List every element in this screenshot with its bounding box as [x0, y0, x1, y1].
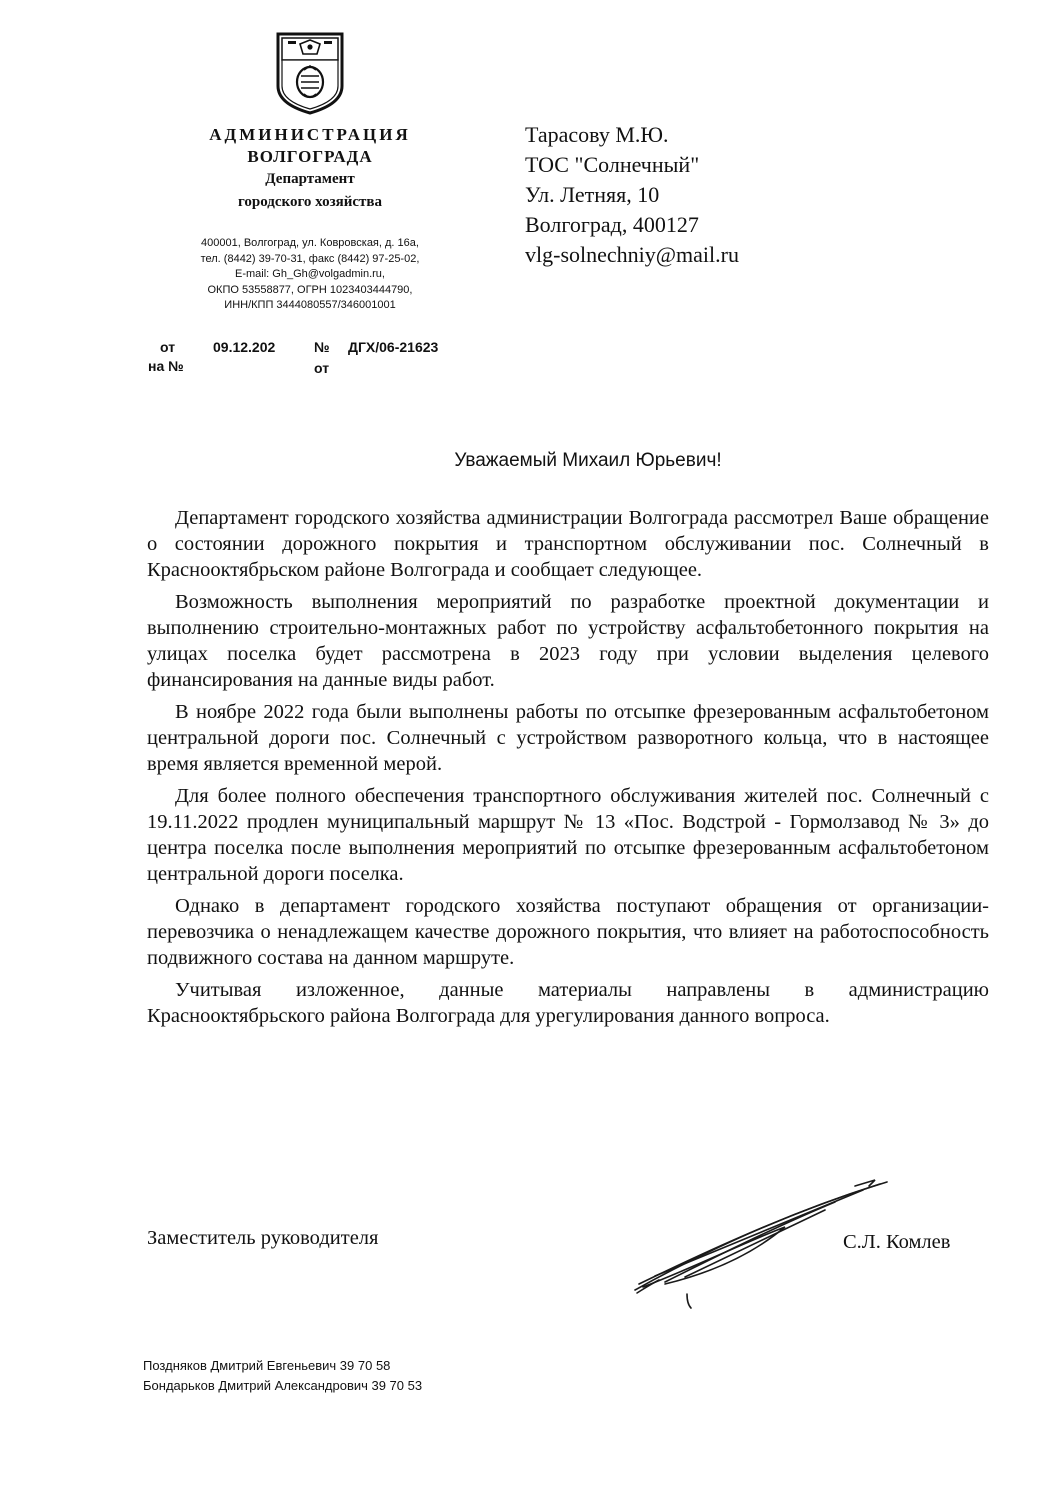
registration-date: 09.12.202 [213, 339, 276, 355]
executor-line: Бондарьков Дмитрий Александрович 39 70 53 [143, 1378, 423, 1393]
salutation: Уважаемый Михаил Юрьевич! [454, 450, 722, 471]
body-paragraph: Возможность выполнения мероприятий по разработке проектной документации и выполнению строительно-монтажных работ по устройству асфальтобетонного покрытия на улицах поселка будет рассмотрена в 2023 году при условии выделения целевого финансирования на данные виды работ. [147, 591, 989, 691]
contact-line: 400001, Волгоград, ул. Ковровская, д. 16а, [201, 237, 419, 249]
org-city: ВОЛГОГРАДА [247, 147, 373, 166]
addressee-email: vlg-solnechniy@mail.ru [525, 242, 739, 267]
registration-number-sign: № [314, 339, 330, 355]
coat-of-arms-icon [274, 30, 346, 116]
executor-line: Поздняков Дмитрий Евгеньевич 39 70 58 [143, 1358, 391, 1373]
registration-number: ДГХ/06-21623 [348, 339, 439, 355]
contact-line: E-mail: Gh_Gh@volgadmin.ru, [235, 268, 385, 280]
department-line1: Департамент [265, 171, 355, 187]
body-paragraph: В ноябре 2022 года были выполнены работы по отсыпке фрезерованным асфальтобетоном центральной дороги пос. Солнечный с устройством разворотного кольца, что в настоящее время является временной мерой. [147, 701, 989, 775]
organization-header [150, 124, 470, 214]
body-paragraph: Департамент городского хозяйства администрации Волгограда рассмотрел Ваше обращение о состоянии дорожного покрытия и транспортном обслуживании пос. Солнечный в Краснооктябрьском районе Волгограда и сообщает следующее. [147, 507, 989, 581]
contact-line: ИНН/КПП 3444080557/346001001 [224, 299, 396, 311]
contact-details [150, 236, 470, 314]
reply-to-label: на № [148, 358, 184, 374]
org-name: АДМИНИСТРАЦИЯ [209, 125, 411, 144]
body-paragraph: Для более полного обеспечения транспортного обслуживания жителей пос. Солнечный с 19.11.2022 продлен муниципальный маршрут № 13 «Пос. Водстрой - Гормолзавод № 3» до центра поселка после выполнения мероприятий по отсыпке фрезерованным асфальтобетоном центральной дороги поселка. [147, 785, 989, 885]
addressee-block [525, 120, 925, 270]
body-paragraph: Однако в департамент городского хозяйства поступают обращения от организации-перевозчика о ненадлежащем качестве дорожного покрытия, что влияет на работоспособность подвижного состава на данном маршруте. [147, 895, 989, 969]
letter-body [147, 505, 989, 1035]
executors-block [143, 1356, 422, 1396]
registration-from-label: от [160, 339, 176, 355]
addressee-name: Тарасову М.Ю. [525, 122, 669, 147]
addressee-organization: ТОС "Солнечный" [525, 152, 700, 177]
reply-from-label: от [314, 360, 330, 376]
addressee-city: Волгоград, 400127 [525, 212, 699, 237]
signatory-name: С.Л. Комлев [843, 1231, 951, 1253]
signatory-position: Заместитель руководителя [147, 1227, 379, 1249]
department-line2: городского хозяйства [237, 194, 383, 210]
addressee-street: Ул. Летняя, 10 [525, 182, 660, 207]
body-paragraph: Учитывая изложенное, данные материалы направлены в администрацию Краснооктябрьского района Волгограда для урегулирования данного вопроса. [147, 979, 989, 1027]
contact-line: ОКПО 53558877, ОГРН 1023403444790, [207, 283, 413, 296]
contact-line: тел. (8442) 39-70-31, факс (8442) 97-25-02, [200, 252, 420, 265]
